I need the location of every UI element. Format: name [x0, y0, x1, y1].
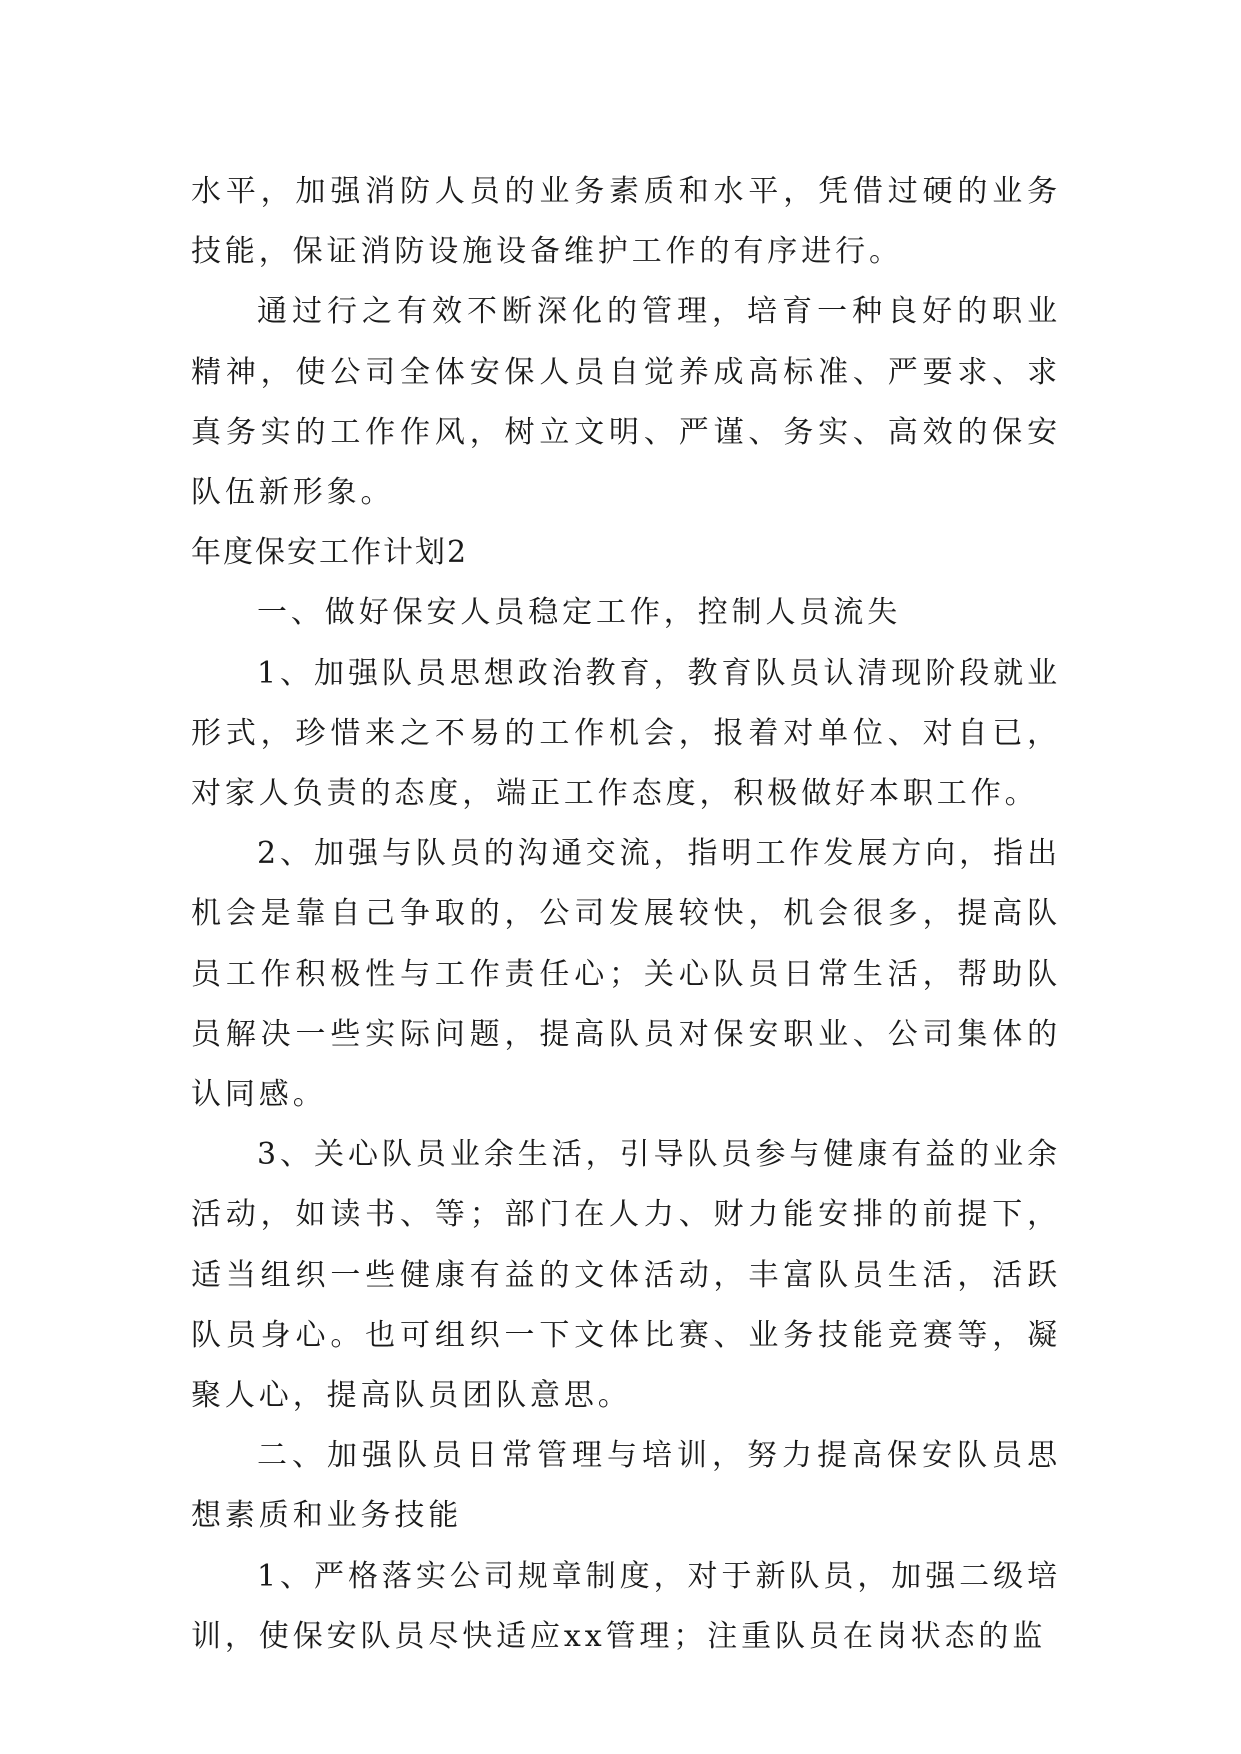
list-item-1-3: 3、关心队员业余生活，引导队员参与健康有益的业余活动，如读书、等；部门在人力、财力能安排的前提下，适当组织一些健康有益的文体活动，丰富队员生活，活跃队员身心。也可组织一下文体比赛、业务技能竞赛等，凝聚人心，提高队员团队意思。 — [191, 1137, 1061, 1414]
list-item-2-1: 1、严格落实公司规章制度，对于新队员，加强二级培训，使保安队员尽快适应xx管理；注重队员在岗状态的监 — [191, 1558, 1061, 1654]
list-item-1-1: 1、加强队员思想政治教育，教育队员认清现阶段就业形式，珍惜来之不易的工作机会，报着对单位、对自已，对家人负责的态度，端正工作态度，积极做好本职工作。 — [191, 655, 1061, 812]
paragraph-continuation: 水平，加强消防人员的业务素质和水平，凭借过硬的业务技能，保证消防设施设备维护工作的有序进行。 — [191, 174, 1061, 270]
document-body — [191, 162, 1061, 1667]
paragraph-management: 通过行之有效不断深化的管理，培育一种良好的职业精神，使公司全体安保人员自觉养成高标准、严要求、求真务实的工作作风，树立文明、严谨、务实、高效的保安队伍新形象。 — [191, 294, 1061, 511]
section-heading-2: 二、加强队员日常管理与培训，努力提高保安队员思想素质和业务技能 — [191, 1438, 1061, 1534]
list-item-1-2: 2、加强与队员的沟通交流，指明工作发展方向，指出机会是靠自己争取的，公司发展较快，机会很多，提高队员工作积极性与工作责任心；关心队员日常生活，帮助队员解决一些实际问题，提高队员对保安职业、公司集体的认同感。 — [191, 836, 1061, 1113]
section-title: 年度保安工作计划2 — [191, 535, 469, 571]
section-heading-1: 一、做好保安人员稳定工作，控制人员流失 — [257, 595, 902, 631]
